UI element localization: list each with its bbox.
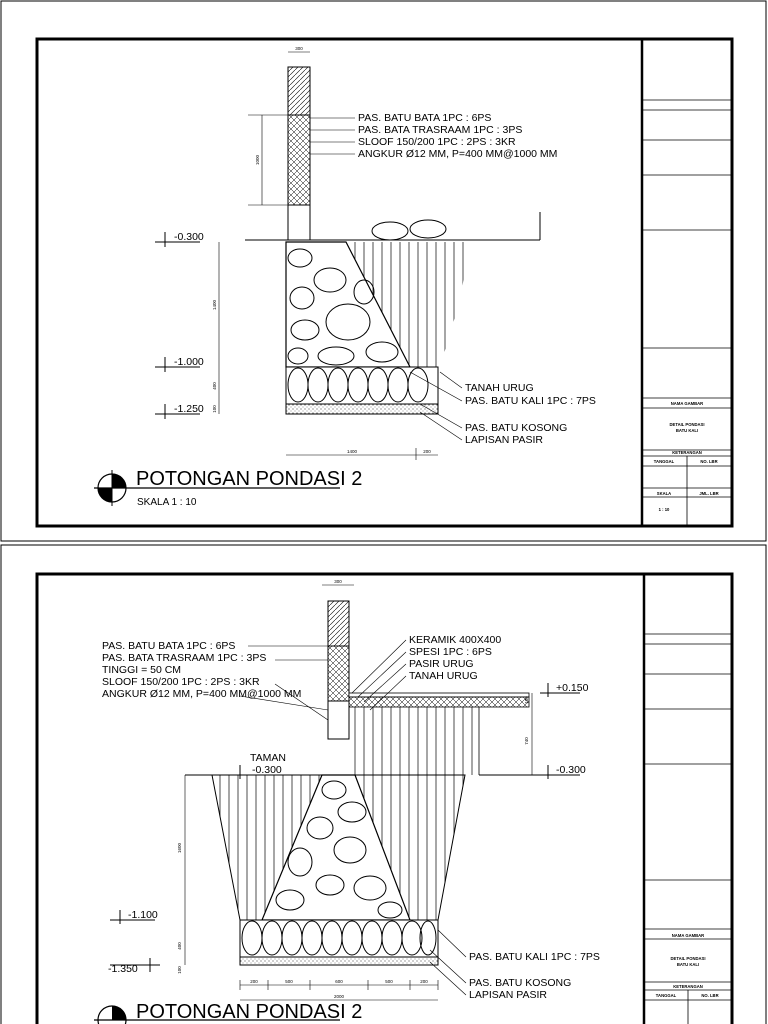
dim2-h4: 400 [177,942,182,950]
dim2-h3: 1600 [177,842,182,854]
dim2-b2: 600 [335,979,343,984]
label2-right-4: TANAH URUG [409,670,478,682]
label2-left-5: ANGKUR Ø12 MM, P=400 MM@1000 MM [102,688,302,700]
label2-right-1: KERAMIK 400X400 [409,634,502,646]
dim2-h1: 740 [524,737,529,745]
label-upper-1: PAS. BATU BATA 1PC : 6PS [358,112,492,124]
label-upper-3: SLOOF 150/200 1PC : 2PS : 3KR [358,136,516,148]
tb1-detail-2: BATU KALI [675,428,699,433]
level-1: -0.300 [174,231,204,243]
tb1-tanggal: TANGGAL [653,459,675,464]
mortar-sand-layer [349,697,529,707]
dim2-b0: 200 [250,979,258,984]
tb2-keterangan: KETERANGAN [673,984,703,989]
brick-wall [288,67,310,115]
dim-h2: 1400 [212,299,217,311]
label-upper-2: PAS. BATA TRASRAAM 1PC : 3PS [358,124,523,136]
dim-h3: 400 [212,382,217,390]
tb2-detail-1: DETAIL PONDASI [670,956,706,961]
sheet-1 [1,1,766,541]
tb2-nama-gambar: NAMA GAMBAR [671,933,705,938]
tb1-keterangan: KETERANGAN [672,450,702,455]
sheet-1-scale: SKALA 1 : 10 [137,497,197,508]
label-lower-3: PAS. BATU KOSONG [465,422,568,434]
sloof [288,205,310,240]
label2-right-2: SPESI 1PC : 6PS [409,646,492,658]
dim2-h5: 100 [177,966,182,974]
tb1-detail-1: DETAIL PONDASI [669,422,705,427]
tb1-skala-value: 1 : 10 [658,507,670,512]
sand-layer [286,404,438,414]
dim2-b3: 500 [385,979,393,984]
label2-lower-2: PAS. BATU KOSONG [469,977,572,989]
label2-left-2: PAS. BATA TRASRAAM 1PC : 3PS [102,652,267,664]
tb1-nama-gambar: NAMA GAMBAR [670,401,704,406]
level2-1: +0.150 [556,682,589,694]
label2-right-3: PASIR URUG [409,658,474,670]
tb1-jml-lbr: JML. LBR [699,491,719,496]
label2-lower-1: PAS. BATU KALI 1PC : 7PS [469,951,600,963]
dim2-h2: 100 [524,696,529,704]
trasraam-wall [288,115,310,205]
trasraam-wall-2 [328,646,349,701]
section-drawing-1 [94,46,596,508]
ceramic-layer [349,693,529,697]
level2-2: -0.300 [556,764,586,776]
tb1-no-lbr: NO. LBR [700,459,718,464]
level-2: -1.000 [174,356,204,368]
dim2-b1: 500 [285,979,293,984]
label-lower-1: TANAH URUG [465,382,534,394]
sheet-2-title: POTONGAN PONDASI 2 [136,1001,363,1023]
sloof-2 [328,701,349,739]
dim2-top: 300 [334,579,342,584]
tb2-detail-2: BATU KALI [676,962,700,967]
dim-b2: 200 [423,449,431,454]
label-lower-2: PAS. BATU KALI 1PC : 7PS [465,395,596,407]
dim-h4: 100 [212,405,217,413]
dim2-b4: 200 [420,979,428,984]
level2-5: -1.350 [108,963,138,975]
dim-h1: 1000 [255,154,260,166]
label2-left-1: PAS. BATU BATA 1PC : 6PS [102,640,236,652]
tb2-no-lbr: NO. LBR [701,993,719,998]
level2-4: -1.100 [128,909,158,921]
level2-3: -0.300 [252,764,282,776]
dim-top: 300 [295,46,303,51]
sheet-2 [1,545,766,1024]
tb1-skala: SKALA [656,491,672,496]
brick-wall-2 [328,601,349,646]
label-lower-4: LAPISAN PASIR [465,434,544,446]
label2-left-3: TINGGI = 50 CM [102,664,182,676]
tb2-tanggal: TANGGAL [655,993,677,998]
section-drawing-2 [94,579,600,1024]
level-3: -1.250 [174,403,204,415]
sheet-1-title: POTONGAN PONDASI 2 [136,468,363,490]
sand-layer-2 [240,957,438,965]
dim-b1: 1400 [346,449,358,454]
taman-label: TAMAN [250,752,286,764]
label-upper-4: ANGKUR Ø12 MM, P=400 MM@1000 MM [358,148,558,160]
dim2-total: 2000 [333,994,345,999]
label2-left-4: SLOOF 150/200 1PC : 2PS : 3KR [102,676,260,688]
label2-lower-3: LAPISAN PASIR [469,989,548,1001]
